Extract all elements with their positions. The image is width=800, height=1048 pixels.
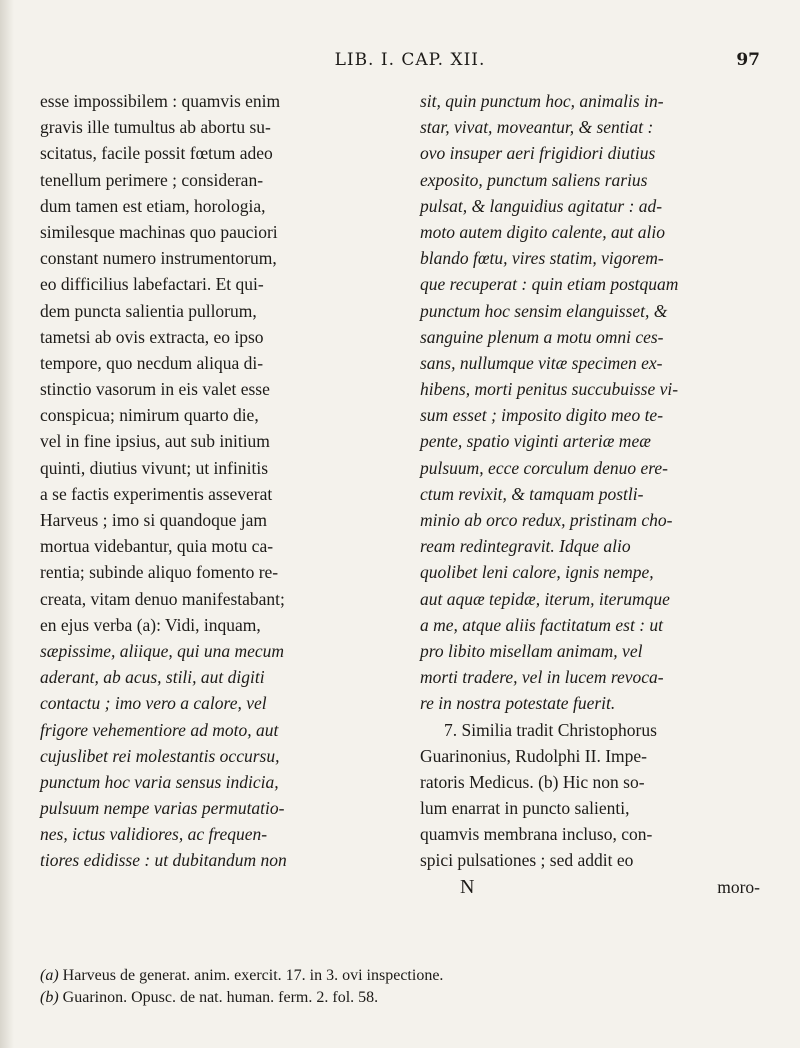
text-line: morti tradere, vel in lucem revoca- <box>420 667 664 688</box>
text-line: eo difficilius labefactari. Et qui- <box>40 274 264 295</box>
text-line: aderant, ab acus, stili, aut digiti <box>40 667 265 688</box>
text-line: ream redintegravit. Idque alio <box>420 536 631 557</box>
text-line: dum tamen est etiam, horologia, <box>40 195 266 216</box>
text-line: sæpissime, aliique, qui una mecum <box>40 640 285 661</box>
text-line: vel in fine ipsius, aut sub initium <box>40 431 270 452</box>
text-line: quinti, diutius vivunt; ut infinitis <box>40 457 269 478</box>
text-line: stinctio vasorum in eis valet esse <box>40 379 270 400</box>
text-line: aut aquæ tepidæ, iterum, iterumque <box>420 588 670 609</box>
text-line: star, vivat, moveantur, & sentiat : <box>420 117 654 138</box>
footnotes <box>40 965 760 1009</box>
text-line: pulsuum nempe varias permutatio- <box>40 798 285 819</box>
footnote <box>40 987 760 1009</box>
text-line: a se factis experimentis asseverat <box>40 483 273 504</box>
text-line: re in nostra potestate fuerit. <box>420 693 616 714</box>
footnote-mark: (b) <box>40 989 59 1006</box>
text-line: pulsuum, ecce corculum denuo ere- <box>420 457 668 478</box>
catchword: moro- <box>717 876 760 897</box>
text-line: nes, ictus validiores, ac frequen- <box>40 824 268 845</box>
text-line: quolibet leni calore, ignis nempe, <box>420 562 654 583</box>
signature-mark: N <box>460 875 475 898</box>
text-line: cujuslibet rei molestantis occursu, <box>40 745 280 766</box>
text-line: lum enarrat in puncto salienti, <box>420 798 630 819</box>
text-line: exposito, punctum saliens rarius <box>420 169 648 190</box>
footnote-text: Guarinon. Opusc. de nat. human. ferm. 2. fol. 58. <box>62 989 379 1006</box>
text-line: pro libito misellam animam, vel <box>420 640 643 661</box>
text-line: similesque machinas quo pauciori <box>40 221 278 242</box>
text-line: conspicua; nimirum quarto die, <box>40 405 259 426</box>
running-head: LIB. I. CAP. XII. <box>334 50 486 70</box>
text-line: scitatus, facile possit fœtum adeo <box>40 143 273 164</box>
text-line: creata, vitam denuo manifestabant; <box>40 588 285 609</box>
footnote-text: Harveus de generat. anim. exercit. 17. in 3. ovi inspectione. <box>62 967 444 984</box>
text-line: mortua videbantur, quia motu ca- <box>40 536 274 557</box>
text-line: punctum hoc sensim elanguisset, & <box>420 300 668 321</box>
text-line: que recuperat : quin etiam postquam <box>420 274 679 295</box>
text-line: a me, atque aliis factitatum est : ut <box>420 614 664 635</box>
text-line: moto autem digito calente, aut alio <box>420 221 665 242</box>
text-line: contactu ; imo vero a calore, vel <box>40 693 267 714</box>
text-line: constant numero instrumentorum, <box>40 248 277 269</box>
left-column <box>40 88 380 874</box>
text-line: en ejus verba (a): Vidi, inquam, <box>40 614 261 635</box>
text-line: esse impossibilem : quamvis enim <box>40 91 281 111</box>
text-line: punctum hoc varia sensus indicia, <box>40 771 279 792</box>
text-line: minio ab orco redux, pristinam cho- <box>420 510 673 530</box>
text-line: rentia; subinde aliquo fomento re- <box>40 562 279 583</box>
text-line: pente, spatio viginti arteriæ meæ <box>420 431 651 452</box>
text-line: tametsi ab ovis extracta, eo ipso <box>40 326 264 347</box>
text-line: frigore vehementiore ad moto, aut <box>40 719 279 740</box>
text-line: hibens, morti penitus succubuisse vi- <box>420 379 679 400</box>
text-line: sans, nullumque vitæ specimen ex- <box>420 352 663 373</box>
page-number: 97 <box>736 50 760 70</box>
right-column <box>420 88 760 900</box>
text-line: pulsat, & languidius agitatur : ad- <box>420 195 663 216</box>
text-line: ctum revixit, & tamquam postli- <box>420 483 644 504</box>
text-line: Harveus ; imo si quandoque jam <box>40 510 267 530</box>
signature-line <box>420 874 760 900</box>
text-line: dem puncta salientia pullorum, <box>40 300 257 321</box>
text-line: quamvis membrana incluso, con- <box>420 824 653 845</box>
text-line: spici pulsationes ; sed addit eo <box>420 850 634 871</box>
text-line: tiores edidisse : ut dubitandum non <box>40 850 287 871</box>
text-line: 7. Similia tradit Christophorus <box>444 719 657 740</box>
text-line: gravis ille tumultus ab abortu su- <box>40 117 271 138</box>
text-line: sit, quin punctum hoc, animalis in- <box>420 91 664 111</box>
footnote-mark: (a) <box>40 967 59 984</box>
text-line: tempore, quo necdum aliqua di- <box>40 352 264 373</box>
page-gutter-shadow <box>0 0 14 1048</box>
text-line: ratoris Medicus. (b) Hic non so- <box>420 771 645 792</box>
text-line: tenellum perimere ; consideran- <box>40 169 264 190</box>
footnote <box>40 965 760 987</box>
text-line: sum esset ; imposito digito meo te- <box>420 405 664 426</box>
text-line: blando fœtu, vires statim, vigorem- <box>420 248 664 269</box>
page-header <box>60 28 760 68</box>
text-line: ovo insuper aeri frigidiori diutius <box>420 143 656 164</box>
text-line: sanguine plenum a motu omni ces- <box>420 326 664 347</box>
text-line: Guarinonius, Rudolphi II. Impe- <box>420 745 647 766</box>
